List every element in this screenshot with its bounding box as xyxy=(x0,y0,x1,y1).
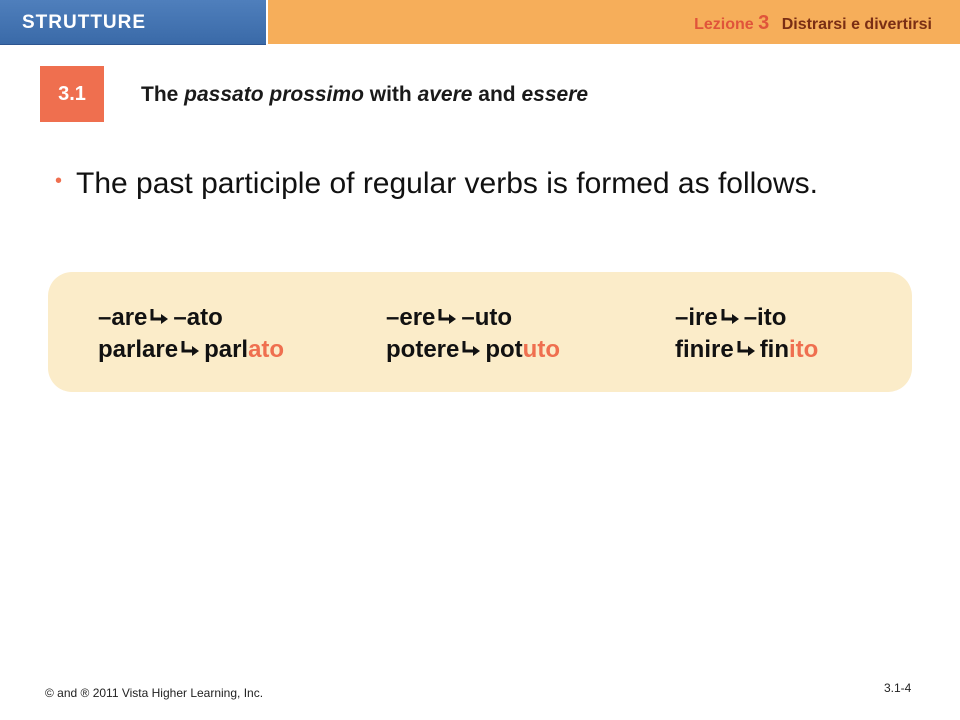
ending-to: –ato xyxy=(173,304,223,331)
arrow-right-icon xyxy=(437,305,459,327)
example-rule xyxy=(675,334,818,366)
lesson-banner xyxy=(268,0,960,44)
title-term: avere xyxy=(417,83,473,106)
bullet-icon: • xyxy=(55,170,63,192)
bullet-text: The past participle of regular verbs is formed as follows. xyxy=(76,167,818,200)
arrow-right-icon xyxy=(149,305,171,327)
ending-from: –ere xyxy=(386,304,436,331)
participle-stem: fin xyxy=(759,336,790,363)
ending-rule xyxy=(675,302,818,334)
title-part: and xyxy=(472,83,522,106)
page-number: 3.1-4 xyxy=(884,681,912,695)
example-rule xyxy=(386,334,560,366)
lesson-word: Lezione xyxy=(694,16,754,33)
slide-title xyxy=(141,83,588,107)
participle-stem: parl xyxy=(204,336,249,363)
lesson-heading xyxy=(694,12,932,35)
ending-rule xyxy=(386,302,560,334)
ending-rule xyxy=(98,302,284,334)
title-part: with xyxy=(363,83,418,106)
arrow-right-icon xyxy=(736,337,758,359)
participle-box xyxy=(48,272,912,392)
copyright-text: © and ® 2011 Vista Higher Learning, Inc. xyxy=(45,686,264,700)
participle-ending: ato xyxy=(248,336,285,363)
section-tab xyxy=(0,0,266,45)
title-part: The xyxy=(141,83,185,106)
participle-column-are xyxy=(98,302,284,366)
participle-column-ire xyxy=(675,302,818,366)
example-rule xyxy=(98,334,284,366)
verb-infinitive: parlare xyxy=(98,336,179,363)
header-bar xyxy=(0,0,960,44)
arrow-right-icon xyxy=(180,337,202,359)
lesson-title: Distrarsi e divertirsi xyxy=(781,16,932,33)
verb-infinitive: potere xyxy=(386,336,460,363)
section-badge: 3.1 xyxy=(40,66,104,122)
ending-from: –ire xyxy=(675,304,718,331)
ending-from: –are xyxy=(98,304,148,331)
ending-to: –uto xyxy=(461,304,513,331)
lesson-number: 3 xyxy=(758,12,770,34)
participle-ending: ito xyxy=(789,336,819,363)
verb-infinitive: finire xyxy=(675,336,734,363)
participle-ending: uto xyxy=(522,336,560,363)
participle-stem: pot xyxy=(485,336,523,363)
arrow-right-icon xyxy=(461,337,483,359)
title-term: essere xyxy=(521,83,589,106)
section-label: STRUTTURE xyxy=(22,12,147,33)
title-term: passato prossimo xyxy=(184,83,364,106)
arrow-right-icon xyxy=(720,305,742,327)
participle-column-ere xyxy=(386,302,560,366)
ending-to: –ito xyxy=(743,304,787,331)
